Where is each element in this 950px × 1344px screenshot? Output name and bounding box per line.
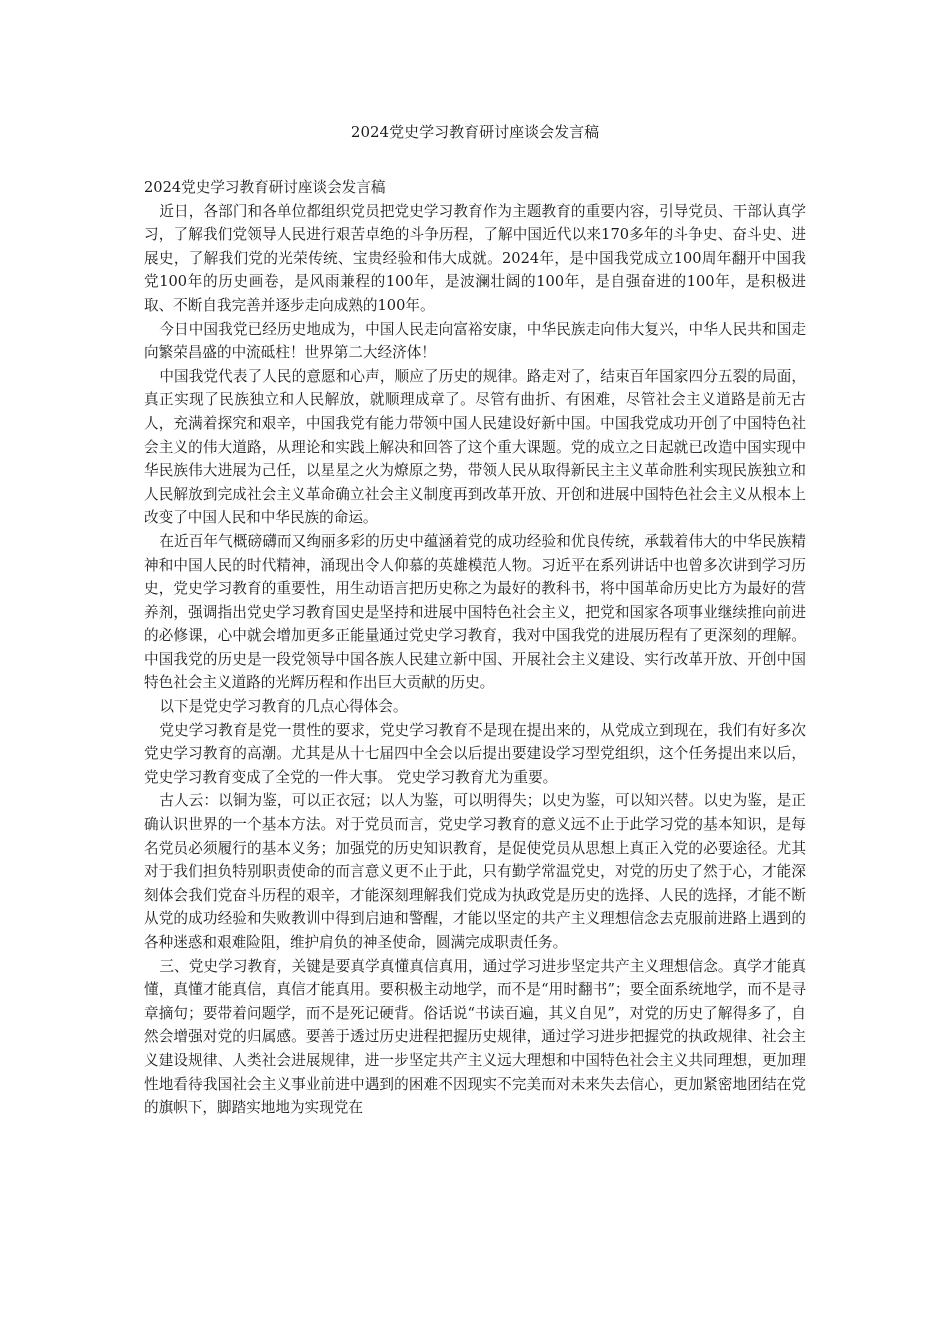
body-heading: 2024党史学习教育研讨座谈会发言稿 xyxy=(144,179,386,196)
document-body xyxy=(144,176,806,1120)
paragraph: 古人云：以铜为鉴，可以正衣冠；以人为鉴，可以明得失；以史为鉴，可以知兴替。以史为鉴，是正确认识世界的一个基本方法。对于党员而言，党史学习教育的意义远不止于此学习党的基本知识，是每名党员必须履行的基本义务；加强党的历史知识教育，是促使党员从思想上真正入党的必要途径。尤其对于我们担负特别职责使命的而言意义更不止于此，只有勤学常温党史，对党的历史了然于心，才能深刻体会我们党奋斗历程的艰辛，才能深刻理解我们党成为执政党是历史的选择、人民的选择，才能不断从党的成功经验和失败教训中得到启迪和警醒，才能以坚定的共产主义理想信念去克服前进路上遇到的各种迷惑和艰难险阻，维护肩负的神圣使命，圆满完成职责任务。 xyxy=(144,792,806,951)
paragraph: 三、党史学习教育，关键是要真学真懂真信真用，通过学习进步坚定共产主义理想信念。真学才能真懂，真懂才能真信，真信才能真用。要积极主动地学，而不是“用时翻书”；要全面系统地学，而不是寻章摘句；要带着问题学，而不是死记硬背。俗话说“书读百遍，其义自见”，对党的历史了解得多了，自然会增强对党的归属感。要善于透过历史进程把握历史规律，通过学习进步把握党的执政规律、社会主义建设规律、人类社会进展规律，进一步坚定共产主义远大理想和中国特色社会主义共同理想，更加理性地看待我国社会主义事业前进中遇到的困难不因现实不完美而对未来失去信心，更加紧密地团结在党的旗帜下，脚踏实地地为实现党在 xyxy=(144,957,806,1117)
paragraph: 党史学习教育是党一贯性的要求，党史学习教育不是现在提出来的，从党成立到现在，我们有好多次党史学习教育的高潮。尤其是从十七届四中全会以后提出要建设学习型党组织，这个任务提出来以后，党史学习教育变成了全党的一件大事。 党史学习教育尤为重要。 xyxy=(144,721,806,786)
paragraph: 在近百年气概磅礴而又绚丽多彩的历史中蕴涵着党的成功经验和优良传统，承载着伟大的中华民族精神和中国人民的时代精神，涌现出令人仰慕的英雄模范人物。习近平在系列讲话中也曾多次讲到学习历史，党史学习教育的重要性，用生动语言把历史称之为最好的教科书，将中国革命历史比方为最好的营养剂，强调指出党史学习教育国史是坚持和进展中国特色社会主义，把党和国家各项事业继续推向前进的必修课，心中就会增加更多正能量通过党史学习教育，我对中国我党的进展历程有了更深刻的理解。中国我党的历史是一段党领导中国各族人民建立新中国、开展社会主义建设、实行改革开放、开创中国特色社会主义道路的光辉历程和作出巨大贡献的历史。 xyxy=(144,532,806,692)
paragraph: 以下是党史学习教育的几点心得体会。 xyxy=(159,698,408,716)
document-title: 2024党史学习教育研讨座谈会发言稿 xyxy=(350,123,600,141)
paragraph: 今日中国我党已经历史地成为，中国人民走向富裕安康，中华民族走向伟大复兴，中华人民共和国走向繁荣昌盛的中流砥柱！世界第二大经济体！ xyxy=(144,320,806,362)
paragraph: 中国我党代表了人民的意愿和心声，顺应了历史的规律。路走对了，结束百年国家四分五裂的局面，真正实现了民族独立和人民解放，就顺理成章了。尽管有曲折、有困难，尽管社会主义道路是前无古人，充满着探究和艰辛，中国我党有能力带领中国人民建设好新中国。中国我党成功开创了中国特色社会主义的伟大道路，从理论和实践上解决和回答了这个重大课题。党的成立之日起就已改造中国实现中华民族伟大进展为己任，以星星之火为燎原之势，带领人民从取得新民主主义革命胜利实现民族独立和人民解放到完成社会主义革命确立社会主义制度再到改革开放、开创和进展中国特色社会主义从根本上改变了中国人民和中华民族的命运。 xyxy=(144,367,806,527)
paragraph: 近日，各部门和各单位都组织党员把党史学习教育作为主题教育的重要内容，引导党员、干部认真学习，了解我们党领导人民进行艰苦卓绝的斗争历程，了解中国近代以来170多年的斗争史、奋斗史、进展史，了解我们党的光荣传统、宝贵经验和伟大成就。2024年，是中国我党成立100周年翻开中国我党100年的历史画卷，是风雨兼程的100年，是波澜壮阔的100年，是自强奋进的100年，是积极进取、不断自我完善并逐步走向成熟的100年。 xyxy=(144,202,806,314)
